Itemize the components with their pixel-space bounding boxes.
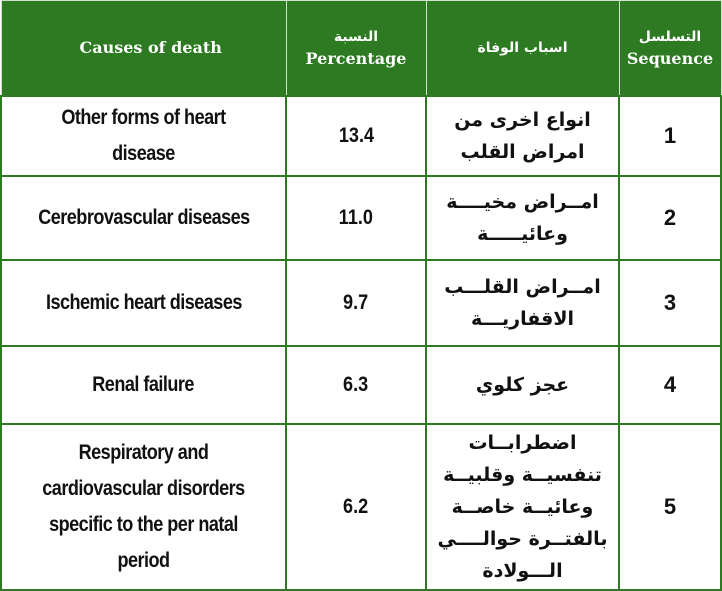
table-body	[1, 96, 721, 590]
table-row	[1, 96, 721, 176]
header-causes-en-label: Causes of death	[79, 37, 222, 57]
percentage-cell	[286, 96, 426, 176]
cause-ar-cell: امــراض مخيــــة وعائيـــــة	[426, 176, 619, 260]
header-percentage-ar: النسبة	[333, 28, 379, 45]
percentage-cell	[286, 346, 426, 424]
table-row	[1, 346, 721, 424]
sequence-cell: 3	[619, 260, 721, 346]
sequence-cell: 2	[619, 176, 721, 260]
percentage-text: 9.7	[343, 290, 369, 314]
percentage-text: 6.3	[343, 372, 369, 396]
header-sequence	[619, 1, 721, 96]
cause-en-cell	[1, 346, 286, 424]
table-row	[1, 424, 721, 590]
header-causes-ar-label: اسباب الوفاة	[477, 39, 568, 56]
table-header	[1, 1, 721, 96]
cause-en-cell	[1, 176, 286, 260]
cause-en-text: Ischemic heart diseases	[45, 290, 242, 314]
percentage-text: 13.4	[338, 123, 374, 147]
sequence-cell: 1	[619, 96, 721, 176]
header-percentage-en: Percentage	[305, 48, 407, 68]
percentage-cell	[286, 176, 426, 260]
header-percentage	[286, 1, 426, 96]
cause-en-text: Respiratory and cardiovascular disorders specific to the per natal period	[42, 440, 245, 572]
percentage-text: 11.0	[338, 205, 374, 229]
table-row	[1, 176, 721, 260]
cause-en-text: Cerebrovascular diseases	[37, 205, 250, 229]
sequence-cell: 4	[619, 346, 721, 424]
cause-ar-cell: اضطرابــات تنفسيــة وقلبيــة وعائيــة خاصــة بالفتــرة حوالــــي الـــولادة	[426, 424, 619, 590]
cause-ar-cell: انواع اخرى من امراض القلب	[426, 96, 619, 176]
cause-en-cell	[1, 424, 286, 590]
sequence-cell: 5	[619, 424, 721, 590]
cause-en-cell	[1, 260, 286, 346]
cause-en-cell	[1, 96, 286, 176]
header-sequence-en: Sequence	[626, 48, 714, 68]
percentage-cell	[286, 424, 426, 590]
cause-ar-cell: عجز كلوي	[426, 346, 619, 424]
header-causes-en	[1, 1, 286, 96]
cause-en-text: Renal failure	[92, 372, 195, 396]
percentage-text: 6.2	[343, 494, 369, 518]
cause-en-text: Other forms of heart disease	[61, 105, 226, 165]
cause-ar-cell: امــراض القلـــب الاقفاريـــة	[426, 260, 619, 346]
header-causes-ar	[426, 1, 619, 96]
header-sequence-ar: التسلسل	[638, 28, 702, 45]
table-row	[1, 260, 721, 346]
percentage-cell	[286, 260, 426, 346]
